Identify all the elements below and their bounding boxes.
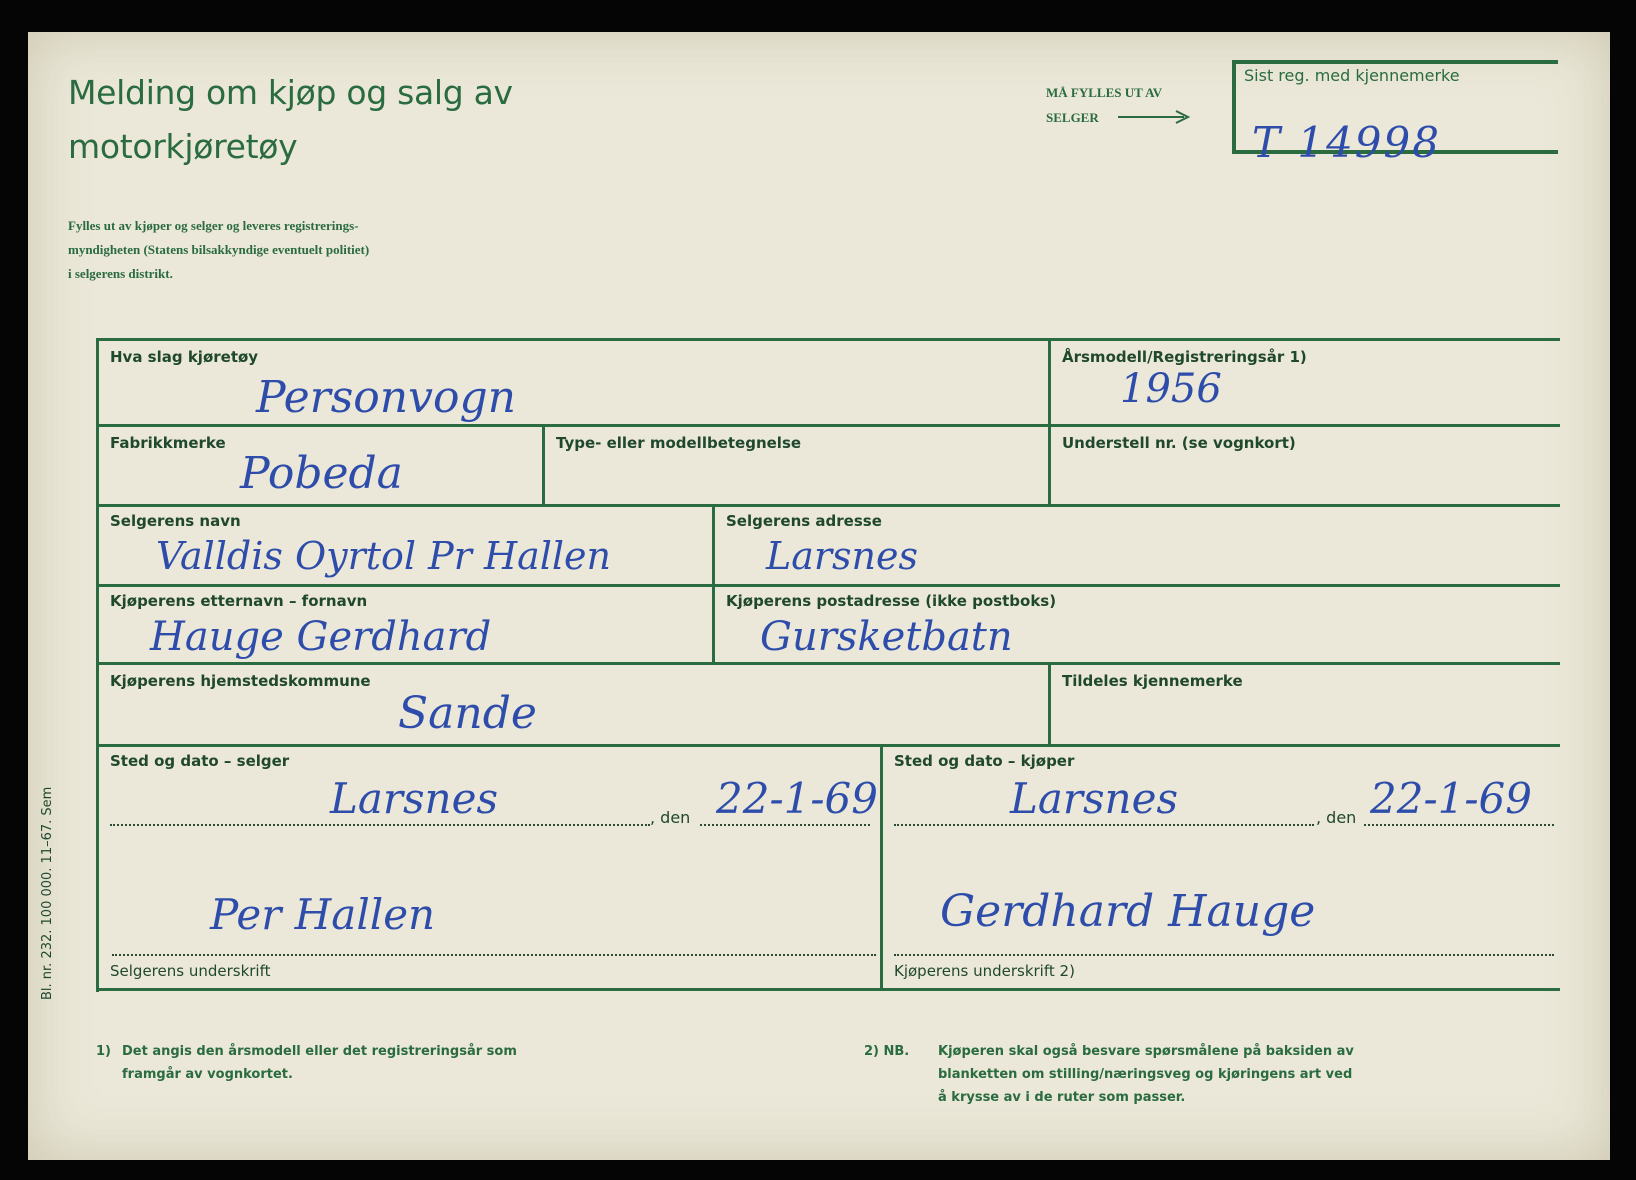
label-model: Type- eller modellbetegnelse xyxy=(556,434,802,452)
label-seller-name: Selgerens navn xyxy=(110,512,241,530)
must-fill-line-2: SELGER xyxy=(1046,110,1099,125)
label-buyer-signature: Kjøperens underskrift 2) xyxy=(894,962,1075,980)
label-make: Fabrikkmerke xyxy=(110,434,226,452)
label-chassis: Understell nr. (se vognkort) xyxy=(1062,434,1296,452)
grid-line xyxy=(96,744,1560,747)
title-line-2: motorkjøretøy xyxy=(68,127,298,166)
seller-signature: Per Hallen xyxy=(210,890,436,939)
grid-line xyxy=(880,744,883,990)
label-buyer-postal: Kjøperens postadresse (ikke postboks) xyxy=(726,592,1057,610)
title-line-1: Melding om kjøp og salg av xyxy=(68,73,513,112)
footnote-2-line-1: Kjøperen skal også besvare spørsmålene på baksiden av xyxy=(938,1044,1354,1059)
footnote-2-line-3: å krysse av i de ruter som passer. xyxy=(938,1090,1186,1105)
value-seller-name: Valldis Oyrtol Pr Hallen xyxy=(156,534,612,578)
footnote-1 xyxy=(122,1040,517,1086)
footnote-1-line-1: Det angis den årsmodell eller det registreringsår som xyxy=(122,1044,517,1059)
label-year: Årsmodell/Registreringsår 1) xyxy=(1062,348,1307,366)
label-assign-plate: Tildeles kjennemerke xyxy=(1062,672,1243,690)
value-make: Pobeda xyxy=(240,448,403,499)
footnote-2-number: 2) NB. xyxy=(864,1044,910,1059)
intro-line-3: i selgerens distrikt. xyxy=(68,266,173,281)
footnote-1-line-2: framgår av vognkortet. xyxy=(122,1067,293,1082)
grid-line xyxy=(96,584,1560,587)
footnote-2 xyxy=(938,1040,1354,1109)
grid-line xyxy=(96,338,99,992)
grid-line xyxy=(96,504,1560,507)
grid-line xyxy=(1048,662,1051,746)
value-buyer-name: Hauge Gerdhard xyxy=(150,614,492,660)
dotted-line xyxy=(1364,824,1554,826)
dotted-line xyxy=(894,954,1554,956)
value-buyer-postal: Gursketbatn xyxy=(760,614,1013,660)
buyer-signature: Gerdhard Hauge xyxy=(940,886,1316,937)
grid-line xyxy=(1048,338,1051,504)
label-buyer-place-date: Sted og dato – kjøper xyxy=(894,752,1075,770)
dotted-line xyxy=(112,954,876,956)
registration-label: Sist reg. med kjennemerke xyxy=(1244,66,1460,85)
value-seller-date: 22-1-69 xyxy=(716,774,878,823)
den-label-seller: , den xyxy=(650,808,691,827)
form-number-text: Bl. nr. 232. 100 000. 11–67. Sem xyxy=(40,786,55,1000)
grid-line xyxy=(96,338,1560,341)
value-year: 1956 xyxy=(1120,366,1222,412)
dotted-line xyxy=(700,824,870,826)
label-seller-address: Selgerens adresse xyxy=(726,512,882,530)
intro-line-1: Fylles ut av kjøper og selger og leveres registrerings- xyxy=(68,218,359,233)
value-buyer-place: Larsnes xyxy=(1010,774,1179,823)
arrow-right-icon xyxy=(1118,110,1192,124)
den-label-buyer: , den xyxy=(1316,808,1357,827)
label-seller-place-date: Sted og dato – selger xyxy=(110,752,290,770)
dotted-line xyxy=(894,824,1314,826)
label-vehicle-type: Hva slag kjøretøy xyxy=(110,348,259,366)
grid-line xyxy=(712,504,715,664)
intro-line-2: myndigheten (Statens bilsakkyndige eventuelt politiet) xyxy=(68,242,370,257)
footnote-1-number: 1) xyxy=(96,1044,111,1059)
value-seller-address: Larsnes xyxy=(766,534,919,578)
dotted-line xyxy=(110,824,650,826)
grid-line xyxy=(542,424,545,504)
grid-line xyxy=(96,988,1560,991)
registration-value: T 14998 xyxy=(1252,118,1441,167)
value-seller-place: Larsnes xyxy=(330,774,499,823)
label-buyer-name: Kjøperens etternavn – fornavn xyxy=(110,592,368,610)
label-buyer-municipality: Kjøperens hjemstedskommune xyxy=(110,672,371,690)
value-buyer-date: 22-1-69 xyxy=(1370,774,1532,823)
must-fill-line-1: MÅ FYLLES UT AV xyxy=(1046,85,1163,100)
form-title xyxy=(68,66,513,174)
value-buyer-municipality: Sande xyxy=(398,688,537,739)
value-vehicle-type: Personvogn xyxy=(256,372,516,423)
grid-line xyxy=(96,424,1560,427)
footnote-2-line-2: blanketten om stilling/næringsveg og kjøringens art ved xyxy=(938,1067,1353,1082)
label-seller-signature: Selgerens underskrift xyxy=(110,962,271,980)
grid-line xyxy=(96,662,1560,665)
intro-text xyxy=(68,214,369,286)
